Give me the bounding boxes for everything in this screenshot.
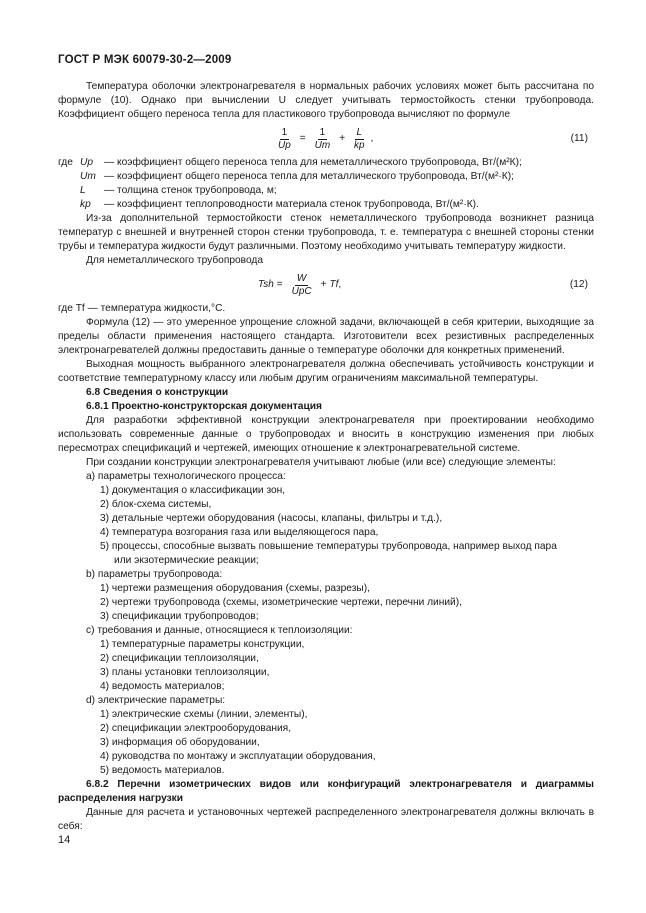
list-item: 3) планы установки теплоизоляции,: [100, 667, 270, 678]
list-item: 3) детальные чертежи оборудования (насосы, клапаны, фильтры и т.д.),: [100, 513, 443, 524]
f11-rhs1-num: 1: [319, 126, 326, 138]
list-item: 2) спецификации теплоизоляции,: [100, 653, 259, 664]
list-item: 1) электрические схемы (линии, элементы),: [100, 709, 308, 720]
paragraph-intro: Температура оболочки электронагревателя в нормальных рабочих условиях может быть рассчитана по формуле (10). Однако при вычислении U следует учитывать термостойкость стенки трубопровода. Коэффициент общего переноса тепла для пластикового трубопровода вычисляют по формуле: [58, 81, 594, 120]
formula-12: Tsh = $\frac{W}{\text{UpC}}$ + Tf , (12): [258, 272, 588, 297]
formula-11: $\frac{1}{Up}$ = $\frac{1}{Um}$ + $\frac{L}{kp}$ , (11): [278, 126, 588, 151]
list-item: 3) спецификации трубопроводов;: [100, 611, 259, 622]
paragraph-output-power: Выходная мощность выбранного электронагревателя должна обеспечивать устойчивость конструкции и соответствие температурному классу или любым другим ограничениям максимальной температуры.: [58, 359, 594, 384]
formula-11-number: (11): [570, 133, 588, 144]
paragraph-wall-resistance: Из-за дополнительной термостойкости стенок неметаллического трубопровода возникнет разница температур с внешней и внутренней сторон стенки трубопровода, т. е. температура с внешней стороны стенки трубы и температура жидкости будут различными. Поэтому необходимо учитывать температуру жидкости.: [58, 213, 594, 252]
section-heading-6-8-2: 6.8.2 Перечни изометрических видов или конфигураций электронагревателя и диаграммы распределения нагрузки: [58, 779, 594, 804]
list-item: 3) информация об оборудовании,: [100, 737, 260, 748]
list-item: a) параметры технологического процесса:: [86, 471, 286, 482]
list-item: 2) блок-схема системы,: [100, 499, 212, 510]
list-item: 2) чертежи трубопровода (схемы, изометрические чертежи, перечни линий),: [100, 597, 462, 608]
f12-num: W: [296, 272, 307, 284]
f11-rhs2-den: kp: [354, 139, 365, 151]
section-heading-6-8-1: 6.8.1 Проектно-конструкторская документация: [86, 401, 322, 412]
document-header: ГОСТ Р МЭК 60079-30-2—2009: [58, 54, 232, 66]
list-item: c) требования и данные, относящиеся к теплоизоляции:: [86, 625, 353, 636]
list-item: 1) документация о классификации зон,: [100, 485, 286, 496]
list-item: 5) процессы, способные вызвать повышение температуры трубопровода, например выход пара: [100, 541, 557, 552]
f12-den: UpC: [291, 285, 312, 297]
definition-row: kp — коэффициент теплопроводности материала стенок трубопровода, Вт/(м²·К).: [80, 199, 479, 210]
definition-tf: где Tf — температура жидкости,°С.: [58, 303, 226, 314]
f11-lhs-num: 1: [281, 126, 288, 138]
list-item: или экзотермические реакции;: [114, 555, 259, 566]
list-item: 1) чертежи размещения оборудования (схемы, разрезы),: [100, 583, 370, 594]
paragraph-nonmetal: Для неметаллического трубопровода: [86, 255, 264, 266]
list-item: 4) руководства по монтажу и эксплуатации оборудования,: [100, 751, 376, 762]
list-item: 4) ведомость материалов;: [100, 681, 225, 692]
paragraph-formula-note: Формула (12) — это умеренное упрощение сложной задачи, включающей в себя критерии, выходящие за пределы области применения настоящего стандарта. Изготовители всех резистивных распределенных электронагревателей должны предоставить данные о температуре оболочки для конкретных применений.: [58, 317, 594, 356]
f11-lhs-den: Up: [278, 139, 291, 151]
paragraph-design-docs: Для разработки эффективной конструкции электронагревателя при проектировании необходимо использовать современные данные о трубопроводах и вносить в конструкцию изменения при любых пересмотрах спецификаций и чертежей, имеющих отношение к электронагревательной системе.: [58, 415, 594, 454]
page-content: [58, 80, 594, 834]
f11-rhs2-num: L: [356, 126, 363, 138]
page-number: 14: [58, 834, 71, 846]
list-item: 5) ведомость материалов.: [100, 765, 225, 776]
definition-row: где Up — коэффициент общего переноса тепла для неметаллического трубопровода, Вт/(м²К);: [58, 157, 522, 168]
formula-12-number: (12): [569, 279, 588, 290]
f11-rhs1-den: Um: [314, 139, 331, 151]
elements-list: [58, 470, 594, 778]
f12-rhs: Tf: [329, 279, 339, 290]
definitions-11: [58, 156, 594, 212]
f12-lhs: Tsh: [258, 279, 274, 290]
list-item: 4) температура возгорания газа или выделяющегося пара,: [100, 527, 379, 538]
paragraph-data-requirements: Данные для расчета и установочных чертежей распределенного электронагревателя должны включать в себя:: [58, 807, 594, 832]
definition-row: L — толщина стенок трубопровода, м;: [80, 185, 277, 196]
section-heading-6-8: 6.8 Сведения о конструкции: [86, 387, 229, 398]
list-item: 1) температурные параметры конструкции,: [100, 639, 305, 650]
list-item: d) электрические параметры:: [86, 695, 226, 706]
list-item: b) параметры трубопровода:: [86, 569, 223, 580]
paragraph-elements-intro: При создании конструкции электронагревателя учитывают любые (или все) следующие элементы:: [86, 457, 556, 468]
list-item: 2) спецификации электрооборудования,: [100, 723, 292, 734]
definition-row: Um — коэффициент общего переноса тепла для металлического трубопровода, Вт/(м²·К);: [80, 171, 514, 182]
